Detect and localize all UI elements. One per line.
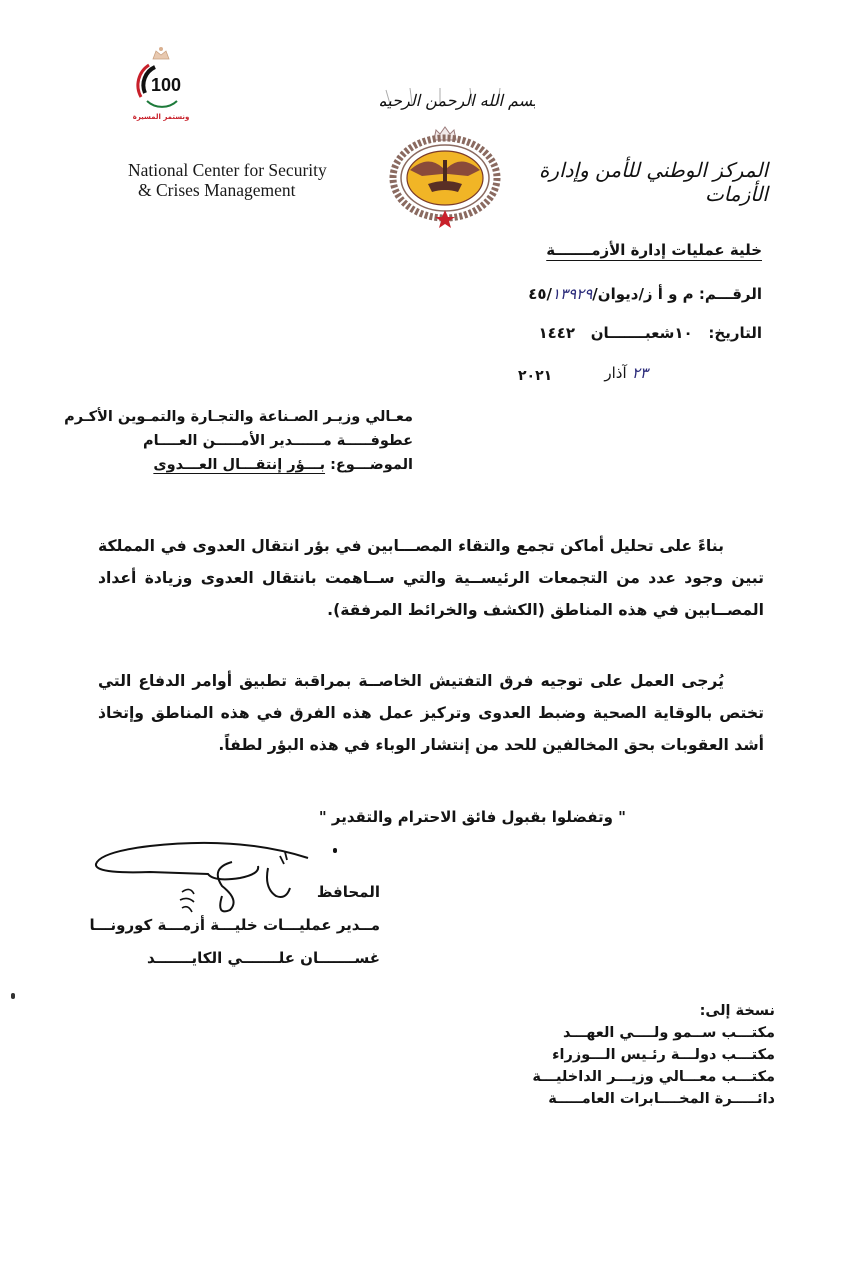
national-seal-emblem: [388, 124, 502, 228]
hijri-date: [538, 324, 762, 342]
gregorian-day-handwritten: ٢٣: [631, 364, 648, 382]
scan-mark: [11, 993, 15, 999]
addressee-block: [64, 405, 413, 477]
reference-number-prefix: م و أ ز/ديوان/٤٥/: [528, 285, 694, 303]
hijri-month: شعبـــــــان: [590, 324, 675, 342]
signatory-block: [89, 876, 380, 975]
subject-value: بـــؤر إنتقـــال العـــدوى: [153, 457, 326, 473]
body-paragraph-1-text: بناءً على تحليل أماكن تجمع والتقاء المصـــابين في بؤر انتقال العدوى في المملكة تبين وجود عدد من التجمعات الرئيســية والتي ســاهمت بانتقال العدوى وزيادة أعداد المصــابين في هذه المناطق (الكشف والخرائط المرفقة).: [98, 537, 764, 619]
cell-title: خلية عمليات إدارة الأزمـــــــة: [546, 241, 762, 259]
reference-number-handwritten: ١٣٩٢٩: [551, 285, 593, 303]
gregorian-year: ٢٠٢١: [518, 368, 553, 384]
subject-label: الموضـــوع:: [330, 457, 413, 473]
basmala-calligraphy: [380, 82, 535, 116]
hijri-day: ١٠: [674, 324, 693, 342]
addressee-line2: عطوفـــــة مــــــدير الأمـــــن العــــام: [143, 433, 413, 449]
org-name-english: [128, 160, 327, 200]
reference-number-label: الرقـــم:: [698, 285, 762, 303]
svg-text:بسم الله الرحمن الرحيم: بسم الله الرحمن الرحيم: [380, 91, 535, 110]
cc-label: نسخة إلى:: [699, 1003, 775, 1019]
cc-recipient: مكتـــب دولـــة رئـيس الـــوزراء: [552, 1047, 775, 1063]
body-paragraph-2: [98, 665, 764, 761]
gregorian-date: [604, 364, 648, 382]
date-label: التاريخ:: [708, 324, 762, 342]
body-paragraph-1: [98, 530, 764, 626]
cc-recipient: دائـــــرة المخــــابرات العامـــــة: [548, 1091, 775, 1107]
cc-block: [532, 1000, 775, 1110]
signature-dot: [333, 848, 337, 853]
gregorian-month: آذار: [604, 364, 627, 382]
addressee-line1: معـالي وزيـر الصـناعة والتجـارة والتمـوين الأكـرم: [64, 409, 413, 425]
org-name-en-line1: National Center for Security: [128, 160, 327, 180]
crown-icon: [153, 47, 169, 59]
signatory-title: المحافظ: [316, 883, 380, 901]
body-paragraph-2-text: يُرجى العمل على توجيه فرق التفتيش الخاصــة بمراقبة تطبيق أوامر الدفاع التي تختص بالوقاية الصحية وضبط العدوى وتركيز عمل هذه الفرق في هذه المناطق وإتخاذ أشد العقوبات بحق المخالفين للحد من إنتشار الوباء في هذه البؤر لطفاً.: [98, 672, 764, 754]
signatory-name: غســـــــان علـــــــي الكايـــــــد: [146, 949, 380, 967]
signatory-position: مــدير عمليـــات خليـــة أزمـــة كورونـــا: [89, 916, 380, 934]
svg-text:100: 100: [151, 75, 182, 95]
star-icon: [435, 210, 455, 228]
closing-salutation: " وتفضلوا بقبول فائق الاحترام والتقدير ": [318, 808, 626, 826]
org-name-en-line2: & Crises Management: [138, 180, 296, 200]
centennial-logo: [133, 45, 189, 127]
subject-line: [64, 453, 413, 477]
org-name-arabic: المركز الوطني للأمن وإدارة الأزمات: [538, 158, 768, 206]
centennial-slogan: ونستمر المسيرة: [133, 113, 189, 121]
reference-number: [528, 285, 762, 303]
hijri-year: ١٤٤٢: [538, 324, 576, 342]
cc-recipient: مكتـــب معـــالي وزيـــر الداخليـــة: [532, 1069, 775, 1085]
cc-recipient: مكتـــب ســمو ولــــي العهـــد: [562, 1025, 775, 1041]
